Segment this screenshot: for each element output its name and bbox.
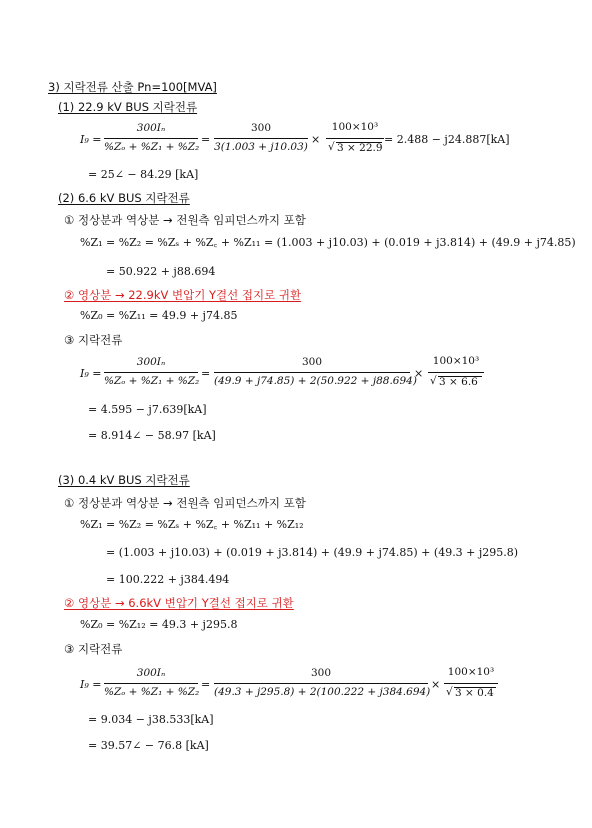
s3-step3-label: ③ 지락전류 <box>64 642 123 656</box>
s3-f3-den: 3 × 0.4 <box>455 687 494 699</box>
s3-f2-num: 300 <box>310 667 332 679</box>
s2-polar: = 8.914∠ − 58.97 [kA] <box>88 429 216 442</box>
s1-eq1: = <box>201 133 211 146</box>
s3-step1-res: = 100.222 + j384.494 <box>106 573 230 586</box>
s3-f1-num: 300Iₙ <box>136 667 166 679</box>
s3-polar: = 39.57∠ − 76.8 [kA] <box>88 739 209 752</box>
s3-step2-label: ② 영상분 → 6.6kV 변압기 Y결선 접지로 귀환 <box>64 596 294 610</box>
s2-title: (2) 6.6 kV BUS 지락전류 <box>58 191 190 205</box>
s3-times: × <box>431 678 441 691</box>
s2-times: × <box>414 367 424 380</box>
s1-f2-num: 300 <box>250 122 272 134</box>
s1-result: = 2.488 − j24.887[kA] <box>384 133 510 146</box>
s2-lhs: I₉ = <box>80 367 102 380</box>
s2-step2-label: ② 영상분 → 22.9kV 변압기 Y결선 접지로 귀환 <box>64 288 302 302</box>
s1-f1-den: %Zₒ + %Z₁ + %Z₂ <box>104 141 200 153</box>
s1-polar: = 25∠ − 84.29 [kA] <box>88 168 199 181</box>
s3-step1-label: ① 정상분과 역상분 → 전원측 임피던스까지 포함 <box>64 496 306 510</box>
s2-step2-eq: %Z₀ = %Z₁₁ = 49.9 + j74.85 <box>80 309 238 322</box>
s2-f1-den: %Zₒ + %Z₁ + %Z₂ <box>104 375 200 387</box>
s1-f1-num: 300Iₙ <box>136 122 166 134</box>
s3-step2-eq: %Z₀ = %Z₁₂ = 49.3 + j295.8 <box>80 618 238 631</box>
s2-f2-line <box>214 372 410 373</box>
s2-f1-line <box>104 372 198 373</box>
s3-sqrt-icon: √ <box>446 686 453 698</box>
s3-step1-eq: %Z₁ = %Z₂ = %Zₛ + %Z꜀ + %Z₁₁ + %Z₁₂ <box>80 518 304 531</box>
s2-eq1: = <box>201 367 211 380</box>
s2-step1-res: = 50.922 + j88.694 <box>106 265 216 278</box>
s2-step1-label: ① 정상분과 역상분 → 전원측 임피던스까지 포함 <box>64 213 306 227</box>
s1-times: × <box>311 133 321 146</box>
s3-step1-eq2: = (1.003 + j10.03) + (0.019 + j3.814) + (49.9 + j74.85) + (49.3 + j295.8) <box>106 546 519 559</box>
s3-lhs: I₉ = <box>80 678 102 691</box>
s2-sqrt-icon: √ <box>430 375 437 387</box>
s2-step1-eq: %Z₁ = %Z₂ = %Zₛ + %Z꜀ + %Z₁₁ = (1.003 + j10.03) + (0.019 + j3.814) + (49.9 + j74.85) <box>80 236 576 249</box>
s2-f1-num: 300Iₙ <box>136 356 166 368</box>
s2-f2-den: (49.9 + j74.85) + 2(50.922 + j88.694) <box>214 375 417 387</box>
s2-step3-label: ③ 지락전류 <box>64 333 123 347</box>
s1-f1-line <box>104 138 198 139</box>
s2-f3-line <box>428 372 484 373</box>
s3-title: (3) 0.4 kV BUS 지락전류 <box>58 473 190 487</box>
s3-f2-line <box>214 683 428 684</box>
s3-f1-line <box>104 683 198 684</box>
s1-f2-line <box>214 138 308 139</box>
s2-f3-den: 3 × 6.6 <box>439 376 478 388</box>
s3-f1-den: %Zₒ + %Z₁ + %Z₂ <box>104 686 200 698</box>
s1-f2-den: 3(1.003 + j10.03) <box>214 141 308 153</box>
section-heading: 3) 지락전류 산출 Pn=100[MVA] <box>48 80 217 94</box>
s3-f3-num: 100×10³ <box>447 666 495 678</box>
s2-result: = 4.595 − j7.639[kA] <box>88 403 207 416</box>
s1-lhs: I₉ = <box>80 133 102 146</box>
s3-eq1: = <box>201 678 211 691</box>
s3-f2-den: (49.3 + j295.8) + 2(100.222 + j384.694) <box>214 686 431 698</box>
s1-sqrt-icon: √ <box>328 141 335 153</box>
s2-f3-num: 100×10³ <box>432 355 480 367</box>
s1-f3-line <box>326 138 384 139</box>
s1-title: (1) 22.9 kV BUS 지락전류 <box>58 100 198 114</box>
s1-f3-den: 3 × 22.9 <box>337 142 383 154</box>
s3-result: = 9.034 − j38.533[kA] <box>88 713 214 726</box>
s2-f2-num: 300 <box>301 356 323 368</box>
s3-f3-line <box>444 683 498 684</box>
s1-f3-num: 100×10³ <box>331 121 379 133</box>
